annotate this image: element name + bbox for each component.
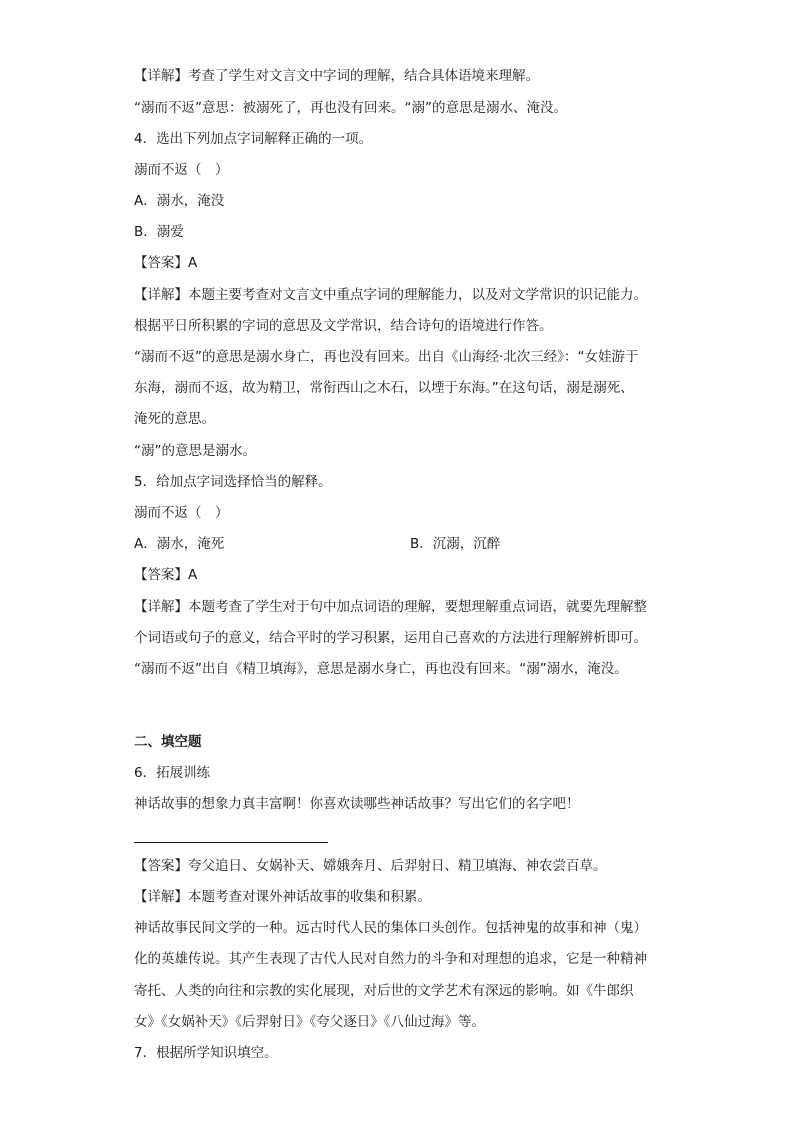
explanation-line: 淹死的意思。 [134,411,215,427]
section-heading: 二、填空题 [134,734,202,750]
answer-line: 【答案】A [134,567,198,583]
answer-blank-line [134,842,328,843]
explanation-line: 【详解】本题考查对课外神话故事的收集和积累。 [134,889,431,905]
question-5: 5．给加点字词选择恰当的解释。 [134,474,332,490]
explanation-line: “溺而不返”出自《精卫填海》，意思是溺水身亡，再也没有回来。“溺”溺水，淹没。 [134,661,628,677]
explanation-line: 【详解】本题主要考查对文言文中重点字词的理解能力，以及对文学常识的识记能力。 [134,287,647,303]
answer-line: 【答案】A [134,255,198,271]
explanation-line: 化的英雄传说。其产生表现了古代人民对自然力的斗争和对理想的追求，它是一种精神 [134,951,647,967]
explanation-line: 神话故事民间文学的一种。远古时代人民的集体口头创作。包括神鬼的故事和神（鬼） [134,920,647,936]
option-b: B．沉溺，沉醉 [410,536,501,552]
question-stem: 溺而不返（ ） [134,505,229,521]
question-4: 4．选出下列加点字词解释正确的一项。 [134,131,373,147]
explanation-line: 根据平日所积累的字词的意思及文学常识，结合诗句的语境进行作答。 [134,318,553,334]
question-stem: 溺而不返（ ） [134,162,229,178]
explanation-line: “溺而不返”的意思是溺水身亡，再也没有回来。出自《山海经·北次三经》：“女娃游于 [134,349,639,365]
question-prompt: 神话故事的想象力真丰富啊！你喜欢读哪些神话故事？写出它们的名字吧！ [134,796,580,812]
question-7: 7．根据所学知识填空。 [134,1045,278,1061]
explanation-line: 个词语或句子的意义，结合平时的学习积累，运用自己喜欢的方法进行理解辨析即可。 [134,630,647,646]
explanation-line: 【详解】考查了学生对文言文中字词的理解，结合具体语境来理解。 [134,68,539,84]
option-b: B．溺爱 [134,224,184,240]
answer-line: 【答案】夸父追日、女娲补天、嫦娥奔月、后羿射日、精卫填海、神农尝百草。 [134,858,607,874]
explanation-line: “溺而不返”意思：被溺死了，再也没有回来。“溺”的意思是溺水、淹没。 [134,100,567,116]
explanation-line: 【详解】本题考查了学生对于句中加点词语的理解，要想理解重点词语，就要先理解整 [134,599,647,615]
option-a: A．溺水，淹死 [134,536,225,552]
question-6: 6．拓展训练 [134,765,211,781]
option-a: A．溺水，淹没 [134,193,225,209]
explanation-line: “溺”的意思是溺水。 [134,443,256,459]
explanation-line: 东海，溺而不返，故为精卫，常衔西山之木石，以堙于东海。”在这句话，溺是溺死、 [134,380,634,396]
explanation-line: 女》《女娲补天》《后羿射日》《夸父逐日》《八仙过海》等。 [134,1014,485,1030]
explanation-line: 寄托、人类的向往和宗教的实化展现，对后世的文学艺术有深远的影响。如《牛郎织 [134,983,634,999]
